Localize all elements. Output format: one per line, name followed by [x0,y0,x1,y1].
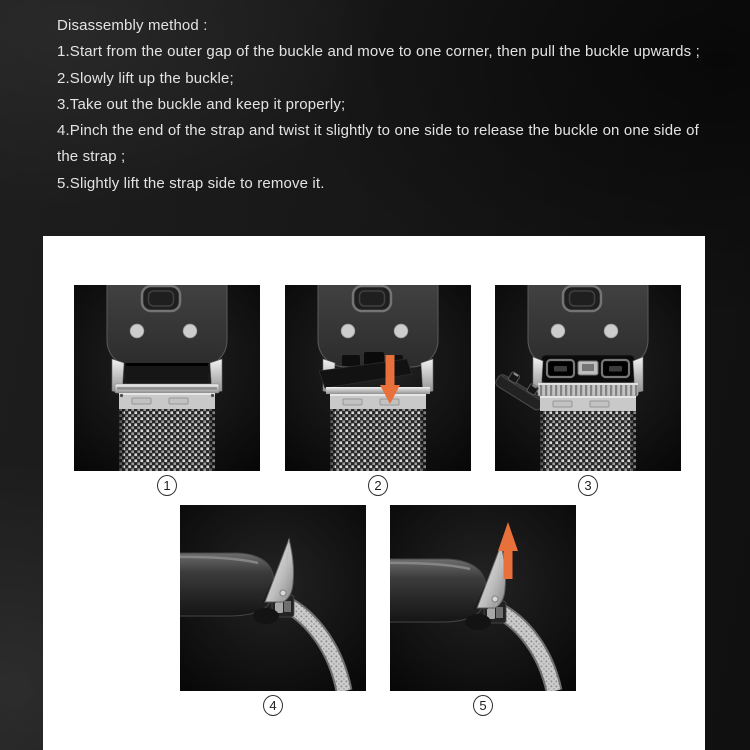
step-number-badge: 5 [473,695,493,716]
figure-5-caption [390,695,576,716]
step-number-badge: 1 [157,475,177,496]
mesh-strap [330,394,426,471]
buckle-closed [112,359,222,393]
figure-1-caption [74,475,260,496]
steps-photo-panel [43,236,705,750]
watch-body [107,285,227,367]
step-number-badge: 2 [368,475,388,496]
figure-step-1 [74,285,260,501]
figure-3-caption [495,475,681,496]
figure-step-5 [390,505,576,721]
instructions-title: Disassembly method : [57,17,208,34]
exposed-connector [533,355,643,396]
mesh-strap [540,396,636,471]
instruction-step-4: 4.Pinch the end of the strap and twist it slightly to one side to release the buckle on one side of the strap ; [57,122,699,166]
strap-end-twisted-photo [180,505,366,691]
figure-2-caption [285,475,471,496]
mesh-strap [119,393,215,471]
instruction-step-2: 2.Slowly lift up the buckle; [57,69,234,87]
instruction-step-5: 5.Slightly lift the strap side to remove it. [57,174,325,192]
step-number-badge: 3 [578,475,598,496]
watch-body-side [390,559,491,630]
figure-step-4 [180,505,366,721]
watch-back-buckle-closed-photo [74,285,260,471]
step-number-badge: 4 [263,695,283,716]
watch-back-buckle-lifted-photo [285,285,471,471]
figure-step-3 [495,285,681,501]
figure-4-caption [180,695,366,716]
instruction-step-1: 1.Start from the outer gap of the buckle and move to one corner, then pull the buckle upwards ; [57,43,700,61]
watch-body-side [180,553,279,624]
watch-back-buckle-removed-photo [495,285,681,471]
figure-step-2 [285,285,471,501]
instruction-step-3: 3.Take out the buckle and keep it properly; [57,95,346,113]
disassembly-instructions [57,13,712,197]
strap-end-lifted-photo [390,505,576,691]
